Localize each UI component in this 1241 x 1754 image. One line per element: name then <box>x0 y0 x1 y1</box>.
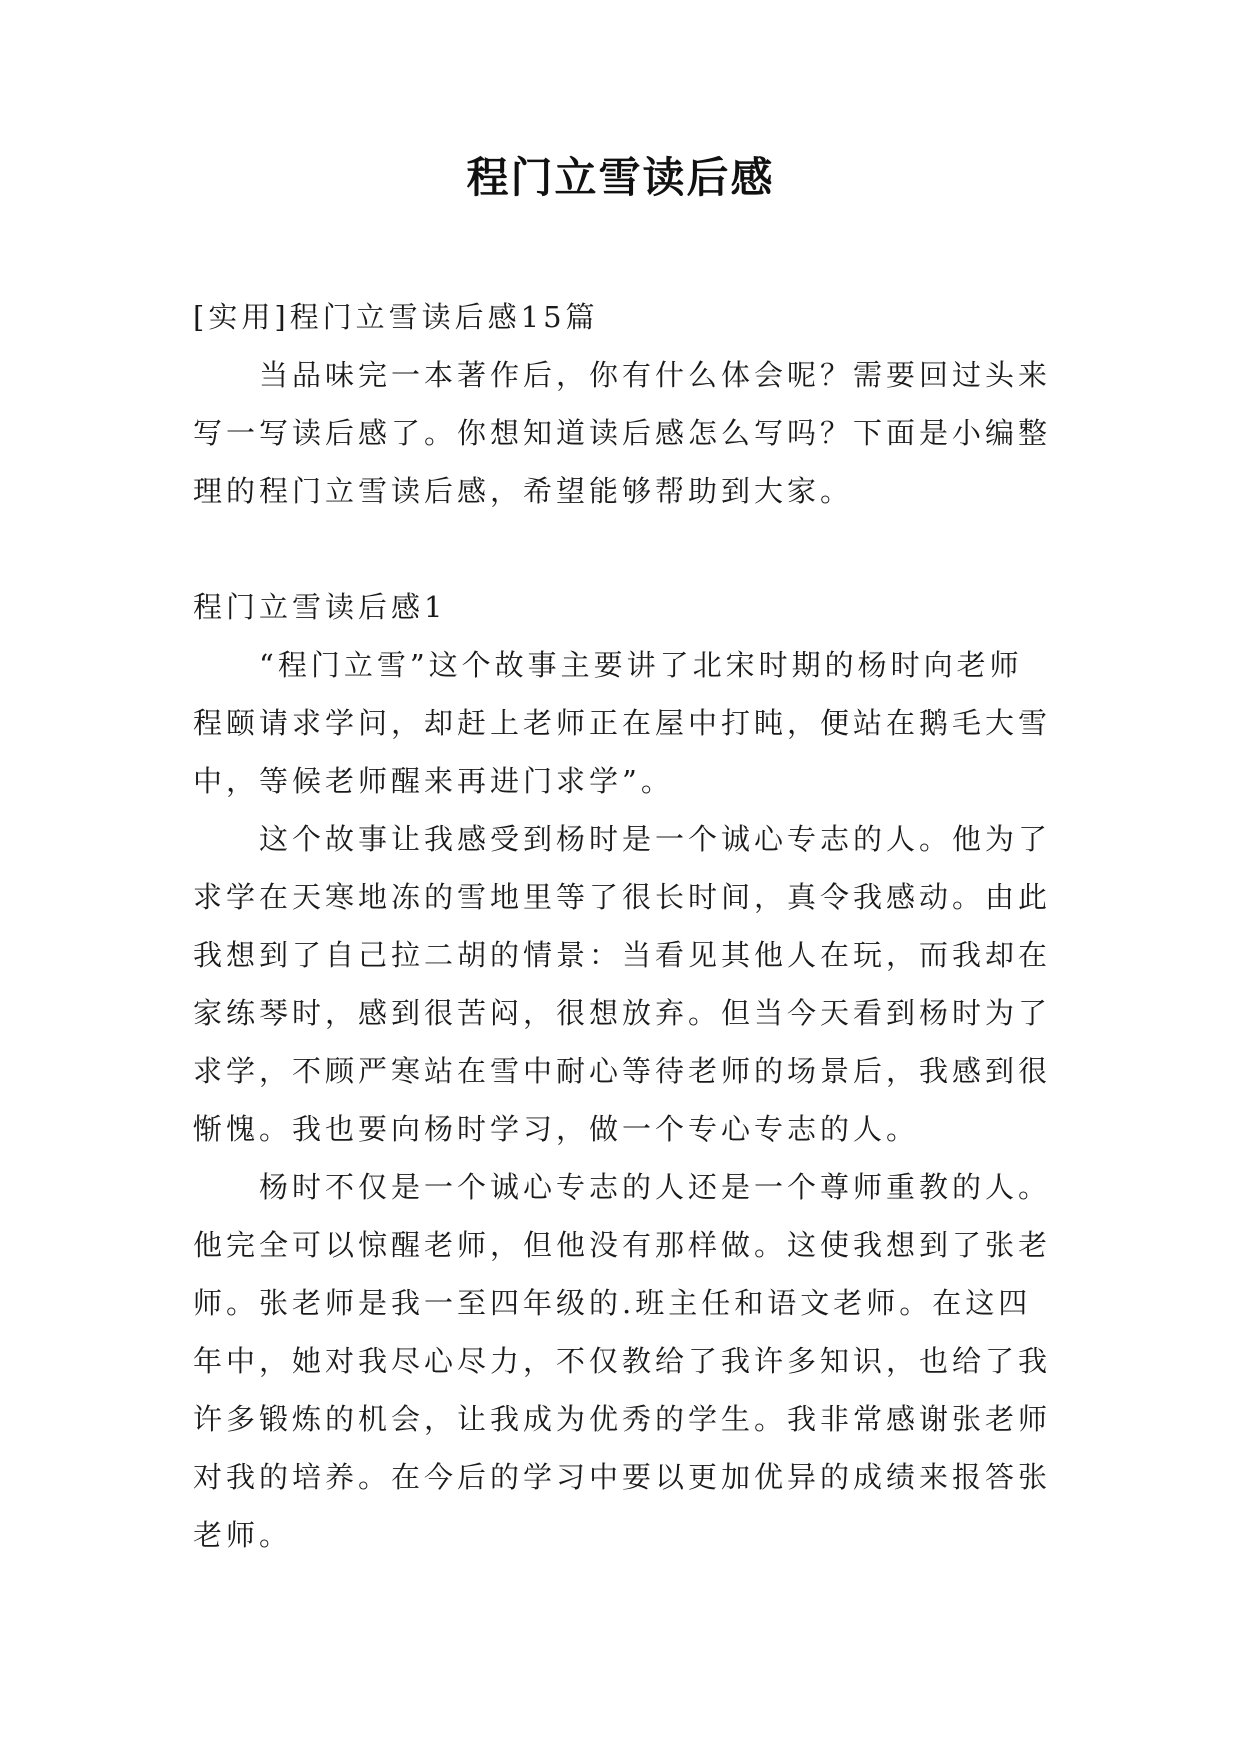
text-line: 求学在天寒地冻的雪地里等了很长时间，真令我感动。由此 <box>193 880 1052 914</box>
text-line: 杨时不仅是一个诚心专志的人还是一个尊师重教的人。 <box>259 1170 1052 1204</box>
text-line: 家练琴时，感到很苦闷，很想放弃。但当今天看到杨时为了 <box>193 996 1052 1030</box>
text-line: 老师。 <box>193 1518 293 1552</box>
collection-heading: [实用]程门立雪读后感15篇 <box>193 300 599 334</box>
text-line: 程颐请求学问，却赶上老师正在屋中打盹，便站在鹅毛大雪 <box>193 706 1052 740</box>
text-line: “程门立雪”这个故事主要讲了北宋时期的杨时向老师 <box>259 648 1023 682</box>
section-heading: 程门立雪读后感1 <box>193 590 447 624</box>
text-line: 师。张老师是我一至四年级的.班主任和语文老师。在这四 <box>193 1286 1032 1320</box>
text-line: 对我的培养。在今后的学习中要以更加优异的成绩来报答张 <box>193 1460 1052 1494</box>
text-line: 当品味完一本著作后，你有什么体会呢？需要回过头来 <box>259 358 1052 392</box>
intro-paragraph <box>193 346 1053 520</box>
document-title: 程门立雪读后感 <box>466 153 775 202</box>
text-line: 这个故事让我感受到杨时是一个诚心专志的人。他为了 <box>259 822 1052 856</box>
section-spacer <box>193 520 1053 578</box>
paragraph-1 <box>193 636 1053 810</box>
paragraph-3 <box>193 1158 1053 1564</box>
text-line: 写一写读后感了。你想知道读后感怎么写吗？下面是小编整 <box>193 416 1052 450</box>
paragraph-2 <box>193 810 1053 1158</box>
text-line: 年中，她对我尽心尽力，不仅教给了我许多知识，也给了我 <box>193 1344 1052 1378</box>
text-line: 理的程门立雪读后感，希望能够帮助到大家。 <box>193 474 854 508</box>
text-line: 许多锻炼的机会，让我成为优秀的学生。我非常感谢张老师 <box>193 1402 1052 1436</box>
text-line: 惭愧。我也要向杨时学习，做一个专心专志的人。 <box>193 1112 920 1146</box>
text-line: 我想到了自己拉二胡的情景：当看见其他人在玩，而我却在 <box>193 938 1052 972</box>
text-line: 他完全可以惊醒老师，但他没有那样做。这使我想到了张老 <box>193 1228 1052 1262</box>
text-line: 求学，不顾严寒站在雪中耐心等待老师的场景后，我感到很 <box>193 1054 1052 1088</box>
document-body <box>193 288 1053 1564</box>
text-line: 中，等候老师醒来再进门求学”。 <box>193 764 674 798</box>
